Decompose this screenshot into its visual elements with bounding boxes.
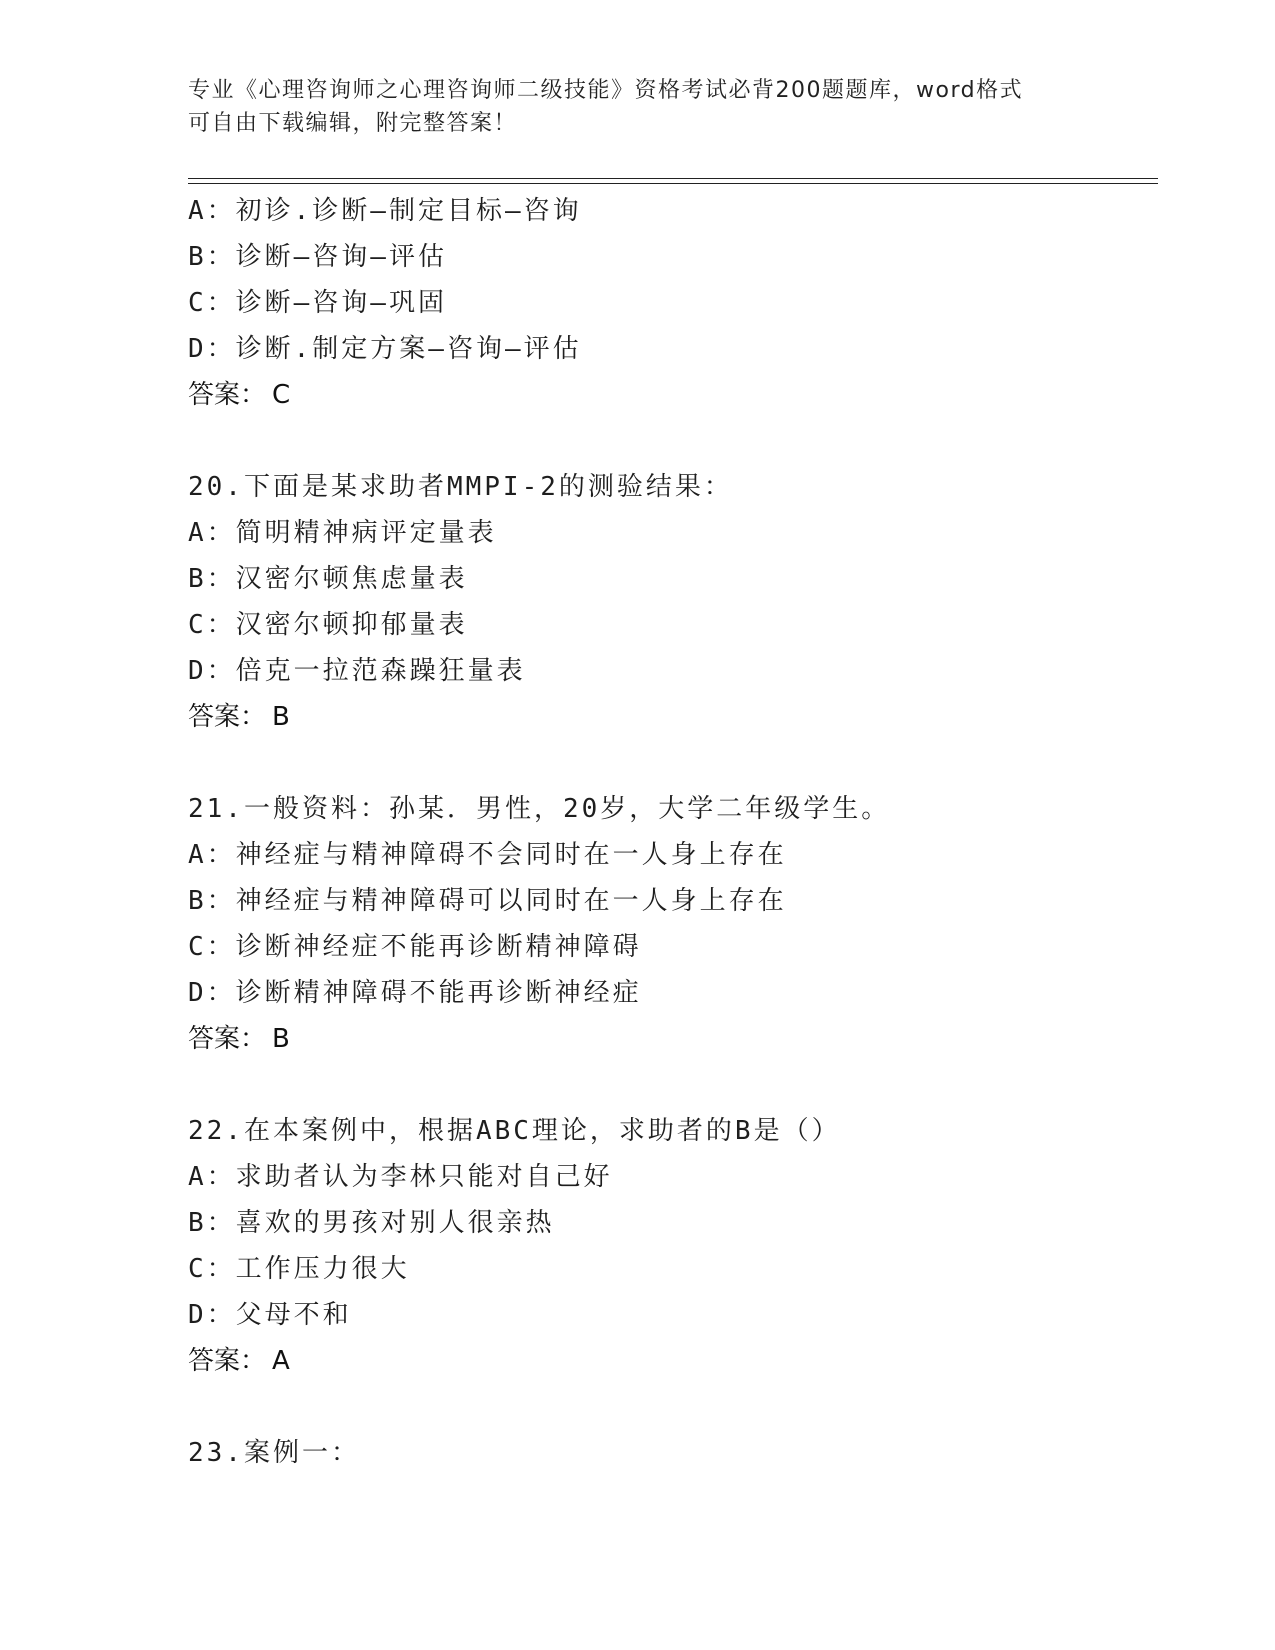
question-title: 22.在本案例中，根据ABC理论，求助者的B是（） — [188, 1116, 841, 1146]
question-block — [188, 786, 1148, 1062]
header-divider-top — [188, 178, 1158, 179]
option-b: B：神经症与精神障碍可以同时在一人身上存在 — [188, 886, 787, 916]
question-block — [188, 188, 1148, 418]
document-header — [188, 74, 1088, 140]
answer-label: 答案： — [188, 1346, 267, 1376]
question-title: 21.一般资料：孙某．男性，20岁，大学二年级学生。 — [188, 794, 891, 824]
question-block — [188, 464, 1148, 740]
header-divider-bottom — [188, 183, 1158, 184]
answer-value: A — [272, 1346, 290, 1376]
answer-value: B — [272, 702, 290, 732]
answer-line — [188, 372, 1148, 418]
option-d: D：父母不和 — [188, 1300, 352, 1330]
question-block — [188, 1108, 1148, 1384]
option-d: D：诊断精神障碍不能再诊断神经症 — [188, 978, 642, 1008]
answer-label: 答案： — [188, 1024, 267, 1054]
question-title: 23.案例一： — [188, 1438, 360, 1468]
option-a: A：初诊.诊断—制定目标—咨询 — [188, 196, 582, 226]
header-line-1: 专业《心理咨询师之心理咨询师二级技能》资格考试必背200题题库，word格式 — [188, 78, 1024, 103]
answer-value: C — [272, 380, 291, 410]
option-c: C：诊断—咨询—巩固 — [188, 288, 447, 318]
option-c: C：汉密尔顿抑郁量表 — [188, 610, 468, 640]
answer-line — [188, 1338, 1148, 1384]
option-a: A：神经症与精神障碍不会同时在一人身上存在 — [188, 840, 787, 870]
answer-label: 答案： — [188, 380, 267, 410]
question-block — [188, 1430, 1148, 1476]
answer-line — [188, 1016, 1148, 1062]
answer-line — [188, 694, 1148, 740]
option-b: B：诊断—咨询—评估 — [188, 242, 447, 272]
option-b: B：汉密尔顿焦虑量表 — [188, 564, 468, 594]
option-a: A：简明精神病评定量表 — [188, 518, 497, 548]
header-line-2: 可自由下载编辑，附完整答案！ — [188, 111, 518, 136]
option-c: C：诊断神经症不能再诊断精神障碍 — [188, 932, 642, 962]
option-c: C：工作压力很大 — [188, 1254, 410, 1284]
option-d: D：诊断.制定方案—咨询—评估 — [188, 334, 582, 364]
question-list — [188, 188, 1148, 1476]
option-d: D：倍克一拉范森躁狂量表 — [188, 656, 526, 686]
question-title: 20.下面是某求助者MMPI-2的测验结果： — [188, 472, 733, 502]
option-b: B：喜欢的男孩对别人很亲热 — [188, 1208, 555, 1238]
option-a: A：求助者认为李林只能对自己好 — [188, 1162, 613, 1192]
answer-label: 答案： — [188, 702, 267, 732]
answer-value: B — [272, 1024, 290, 1054]
